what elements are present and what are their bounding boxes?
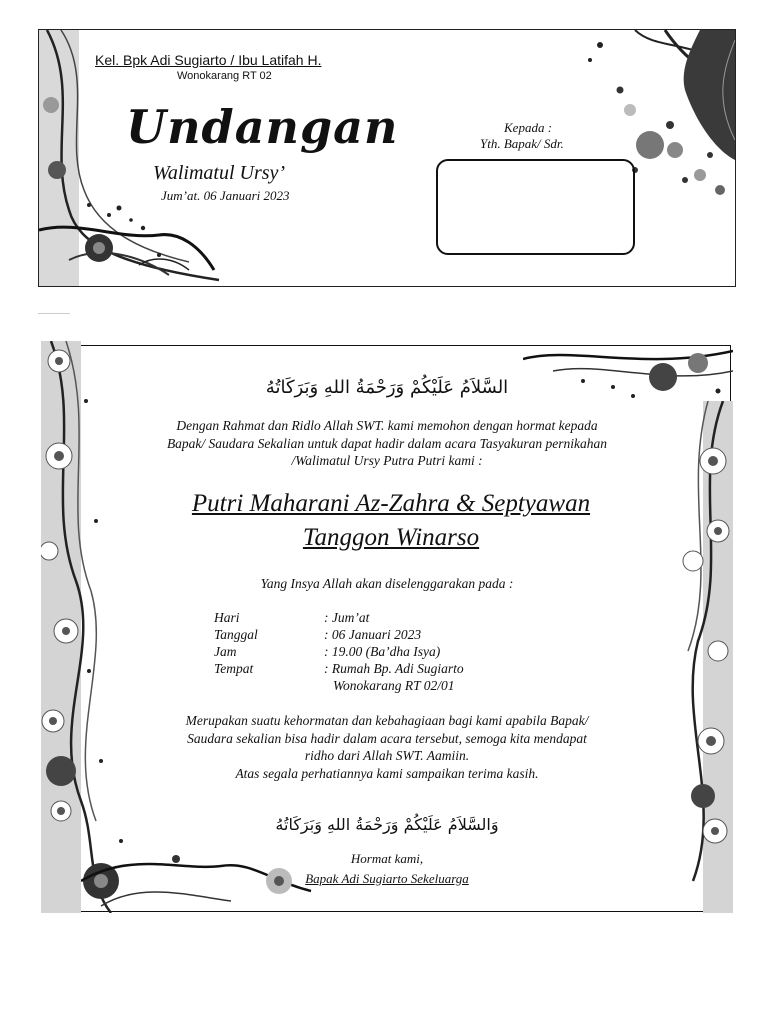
detail-value: : Rumah Bp. Adi Sugiarto [324, 661, 464, 676]
detail-value: : Jum’at [324, 610, 370, 625]
sender-name: Kel. Bpk Adi Sugiarto / Ibu Latifah H. [95, 52, 322, 68]
envelope-subtitle: Walimatul Ursy’ [153, 162, 286, 184]
signature-text: Bapak Adi Sugiarto Sekeluarga [305, 871, 469, 886]
envelope-date: Jum’at. 06 Januari 2023 [161, 188, 290, 203]
detail-row-venue [41, 661, 733, 678]
intro-line: /Walimatul Ursy Putra Putri kami : [291, 453, 483, 468]
detail-label: Tempat [214, 661, 254, 676]
detail-value: : 06 Januari 2023 [324, 627, 422, 642]
envelope-title: Undangan [126, 100, 399, 154]
intro-paragraph [41, 417, 733, 470]
closing-line: Saudara sekalian bisa hadir dalam acara tersebut, semoga kita mendapat [187, 730, 587, 746]
held-on-text: Yang Insya Allah akan diselenggarakan pada : [260, 576, 514, 591]
detail-label: Jam [214, 644, 237, 659]
detail-label: Hari [214, 610, 240, 625]
couple-names [41, 487, 733, 555]
to-salutation: Yth. Bapak/ Sdr. [480, 136, 564, 151]
closing-line: Atas segala perhatiannya kami sampaikan terima kasih. [235, 765, 539, 781]
closing-paragraph [41, 712, 733, 782]
intro-line: Bapak/ Saudara Sekalian untuk dapat hadir dalam acara Tasyakuran pernikahan [166, 435, 608, 451]
salam-closing: وَالسَّلاَمُ عَلَيْكُمْ وَرَحْمَةُ اللهِ وَبَرَكَاتُهُ [275, 815, 499, 834]
closing-line: ridho dari Allah SWT. Aamiin. [304, 748, 470, 763]
invitation-card [41, 341, 733, 913]
detail-value: : 19.00 (Ba’dha Isya) [324, 644, 441, 659]
detail-row-venue-2 [41, 678, 733, 695]
separator-mark [38, 313, 70, 314]
detail-row-day [41, 610, 733, 627]
signature-block [41, 871, 733, 887]
left-floral-ornament [39, 30, 229, 286]
sender-address: Wonokarang RT 02 [177, 70, 272, 82]
closing-line: Merupakan suatu kehormatan dan kebahagiaan bagi kami apabila Bapak/ [185, 713, 589, 728]
detail-row-time [41, 644, 733, 661]
to-label: Kepada : [504, 120, 553, 135]
venue-line2: Wonokarang RT 02/01 [333, 678, 455, 693]
envelope-card [38, 29, 736, 287]
couple-names-line1: Putri Maharani Az-Zahra & Septyawan [191, 490, 591, 517]
couple-names-line2: Tanggon Winarso [302, 524, 480, 551]
detail-row-date [41, 627, 733, 644]
recipient-address-box [436, 159, 635, 255]
intro-line: Dengan Rahmat dan Ridlo Allah SWT. kami memohon dengan hormat kepada [176, 418, 598, 433]
detail-label: Tanggal [214, 627, 258, 642]
regards-text: Hormat kami, [350, 851, 424, 866]
salam-opening: السَّلاَمُ عَلَيْكُمْ وَرَحْمَةُ اللهِ وَبَرَكَاتُهُ [265, 377, 509, 398]
